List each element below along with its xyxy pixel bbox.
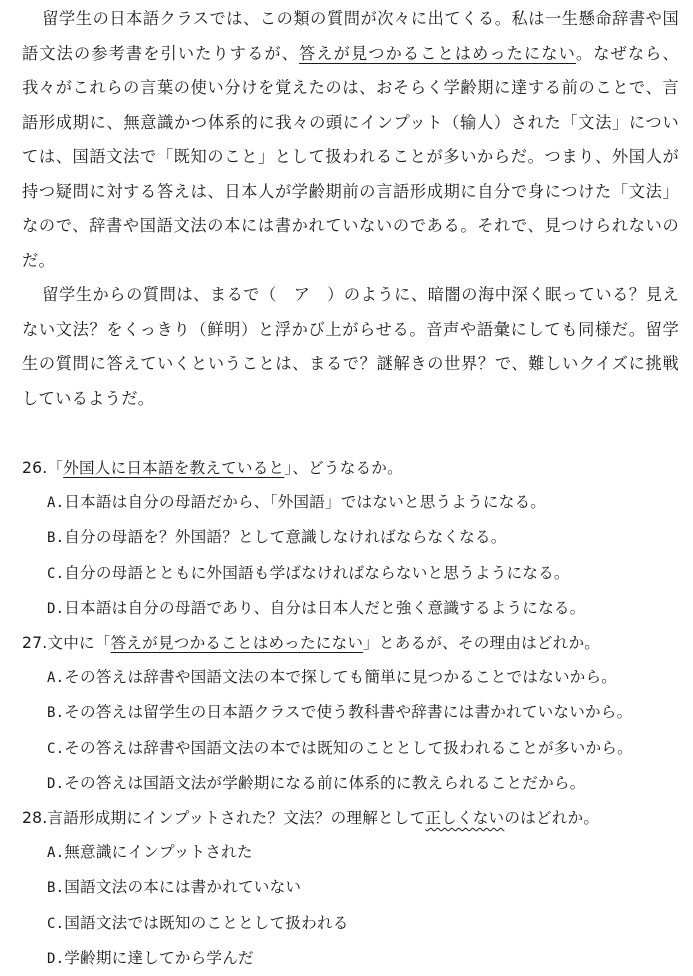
answer-option[interactable] xyxy=(22,695,679,730)
question-prefix: 言語形成期にインプットされた？文法？の理解として xyxy=(47,809,426,828)
option-letter: D. xyxy=(47,600,65,617)
option-letter: C. xyxy=(47,565,65,582)
question-prefix: 文中に「 xyxy=(47,634,111,653)
answer-option[interactable] xyxy=(22,941,679,976)
option-letter: A. xyxy=(47,845,65,862)
question-stem xyxy=(22,801,679,835)
option-text: 無意識にインプットされた xyxy=(64,843,253,862)
section-gap xyxy=(22,416,679,451)
option-text: その答えは辞書や国語文法の本では既知のこととして扱われることが多いから。 xyxy=(64,738,633,757)
question-stem xyxy=(22,451,679,485)
question-suffix: のはどれか。 xyxy=(504,809,600,828)
answer-option[interactable] xyxy=(22,835,679,870)
option-letter: B. xyxy=(47,705,65,722)
passage-paragraph-2 xyxy=(22,278,679,416)
answer-option[interactable] xyxy=(22,906,679,941)
option-text: その答えは辞書や国語文法の本で探しても簡単に見つかることではないから。 xyxy=(64,668,618,687)
question-suffix: 」とあるが、その理由はどれか。 xyxy=(363,634,601,653)
option-letter: C. xyxy=(47,915,65,932)
option-letter: B. xyxy=(47,530,65,547)
passage-p2-text: 留学生からの質問は、まるで（ ア ）のように、暗闇の海中深く眠っている？見えない文法？をくっきり（鲜明）と浮かび上がらせる。音声や語彙にしても同様だ。留学生の質問に答えていくということは、まるで？謎解きの世界？で、難しいクイズに挑戦しているようだ。 xyxy=(22,285,679,408)
option-text: その答えは留学生の日本語クラスで使う教科書や辞書には書かれていないから。 xyxy=(64,703,633,722)
answer-option[interactable] xyxy=(22,870,679,905)
option-text: 国語文法では既知のこととして扱われる xyxy=(64,913,349,932)
passage-p1-sentence-rest: 。なぜなら、我々がこれらの言葉の使い分けを覚えたのは、おそらく学齢期に達する前のことで、言語形成期に、無意識かつ体系的に我々の頭にインプット（输人）された「文法」については、国語文法で「既知のこと」として扱われることが多いからだ。つまり、外国人が持つ疑問に対する答えは、日本人が学齢期前の言語形成期に自分で身につけた「文法」なので、辞書や国語文法の本には書かれていないのである。それで、見つけられないのだ。 xyxy=(22,43,679,270)
option-letter: A. xyxy=(47,670,65,687)
passage-p1-sentence-1: 留学生の日本語クラスでは、この類の質問が次々に出てくる。私は一生懸命辞書や国語文法の参考書を引いたりするが、 xyxy=(22,9,679,63)
question-27 xyxy=(22,626,679,801)
passage-p1-underlined-phrase: 答えが見つかることはめったにない xyxy=(299,43,576,63)
option-letter: D. xyxy=(47,775,65,792)
question-28 xyxy=(22,801,679,976)
option-text: 自分の母語とともに外国語も学ばなければならないと思うようになる。 xyxy=(64,563,570,582)
option-text: 日本語は自分の母語だから、「外国語」ではないと思うようになる。 xyxy=(64,493,547,512)
answer-option[interactable] xyxy=(22,731,679,766)
option-text: その答えは国語文法が学齢期になる前に体系的に教えられることだから。 xyxy=(64,773,586,792)
option-text: 学齢期に達してから学んだ xyxy=(64,948,254,967)
question-underlined: 答えが見つかることはめったにない xyxy=(110,634,364,653)
question-number: 28. xyxy=(22,809,48,828)
answer-option[interactable] xyxy=(22,660,679,695)
answer-option[interactable] xyxy=(22,766,679,801)
option-text: 自分の母語を？外国語？として意識しなければならなくなる。 xyxy=(64,528,507,547)
option-letter: B. xyxy=(47,880,65,897)
question-stem xyxy=(22,626,679,660)
answer-option[interactable] xyxy=(22,485,679,520)
answer-option[interactable] xyxy=(22,591,679,626)
option-text: 日本語は自分の母語であり、自分は日本人だと強く意識するようになる。 xyxy=(64,598,586,617)
question-wavy-underlined: 正しくない xyxy=(425,809,505,828)
question-underlined: 外国人に日本語を教えていると xyxy=(63,459,285,477)
answer-option[interactable] xyxy=(22,556,679,591)
question-number: 26. xyxy=(22,459,48,477)
option-letter: C. xyxy=(47,740,65,757)
option-letter: A. xyxy=(47,495,65,512)
question-suffix: 」、どうなるか。 xyxy=(284,459,403,477)
question-26 xyxy=(22,451,679,626)
answer-option[interactable] xyxy=(22,520,679,555)
passage-paragraph-1 xyxy=(22,2,679,278)
question-prefix: 「 xyxy=(47,459,64,477)
option-letter: D. xyxy=(47,950,65,967)
question-number: 27. xyxy=(22,634,48,653)
option-text: 国語文法の本には書かれていない xyxy=(64,878,302,897)
